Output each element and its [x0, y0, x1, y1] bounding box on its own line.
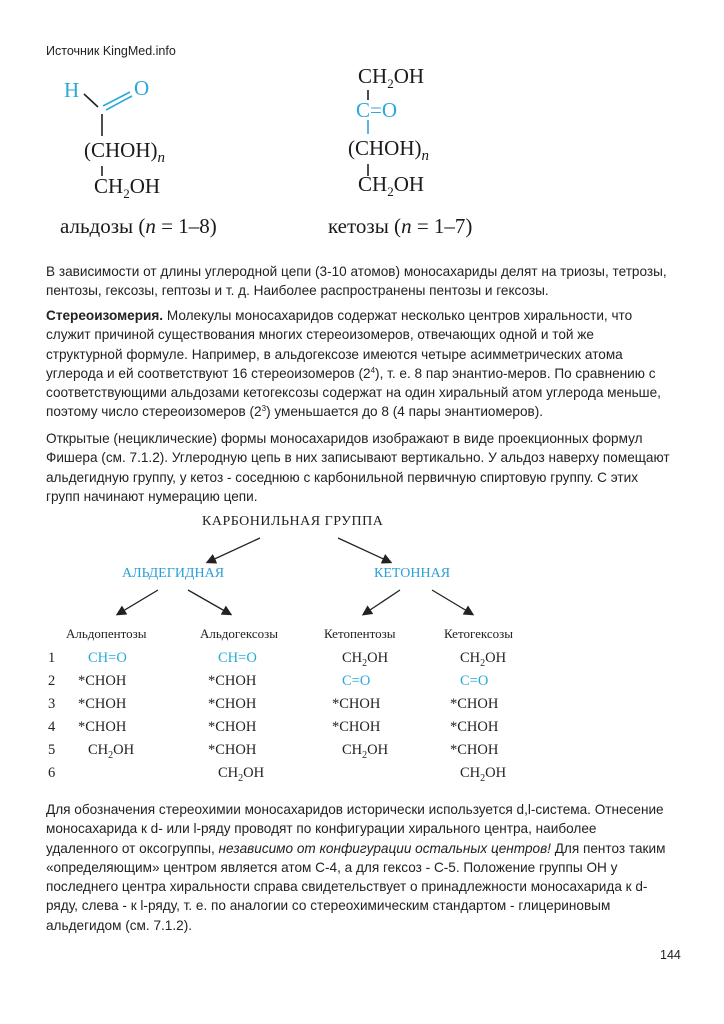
ketose-ch2oh: $CH_2OH$ — [358, 172, 425, 200]
ketohexose-chiral: *CHOH — [450, 719, 499, 735]
text-line: Молекулы моносахаридов содержат несколько центров хиральности, что — [163, 308, 633, 323]
carbonyl-scheme — [40, 510, 540, 790]
aldose-formula — [60, 72, 240, 242]
text-line: Для пентоз таким — [550, 840, 666, 856]
ketose-chain: $(CHOH)_n$ — [348, 136, 429, 164]
aldopentose-chiral: *CHOH — [78, 719, 127, 735]
row-number: 5 — [48, 742, 56, 758]
text-line: моносахарида к d- или l-ряду проводят по конфигурации хирального центра, наиболее — [46, 821, 597, 837]
stereoisomerism-heading: Стереоизомерия. — [46, 308, 164, 323]
text-line: ряду, слева - к l-ряду, т. е. по аналогии со стереохимическим стандартом - глицериновым — [46, 898, 611, 914]
ketopentose-ch2oh: $CH_2OH$ — [342, 742, 389, 761]
column-header-ketopentoses: Кетопентозы — [324, 626, 396, 641]
text-line: групп начинают нумерацию цепи. — [46, 488, 258, 504]
aldose-h-atom: H — [64, 78, 80, 102]
aldohexose-chiral: *CHOH — [208, 719, 257, 735]
superscript: 3 — [261, 404, 267, 414]
ketohexose-chiral: *CHOH — [450, 696, 499, 712]
emphasis-text: независимо от конфигурации остальных центров! — [218, 840, 551, 856]
aldose-caption: альдозы (n = 1–8) — [60, 214, 217, 238]
source-label: Источник KingMed.info — [46, 44, 176, 58]
aldohexose-chiral: *CHOH — [208, 696, 257, 712]
row-number: 6 — [48, 765, 56, 781]
ketopentose-chiral: *CHOH — [332, 696, 381, 712]
text-line: структурной формуле. Например, в альдогексозе имеются четыре асимметрических атома — [46, 346, 623, 362]
row-number: 1 — [48, 650, 56, 666]
aldehyde-label: АЛЬДЕГИДНАЯ — [122, 566, 225, 581]
text-line: Для обозначения стереохимии моносахаридов исторически используется d,l-система. Отнесение — [46, 802, 664, 817]
aldohexose-chiral: *CHOH — [208, 673, 257, 689]
column-header-aldohexoses: Альдогексозы — [200, 626, 278, 641]
text-line: удаленного от оксогруппы, — [46, 840, 219, 856]
aldopentose-carbonyl: CH=O — [88, 650, 127, 666]
ketohexose-carbonyl: C=O — [460, 673, 489, 689]
text-line: ) уменьшается до 8 (4 пары энантиомеров). — [266, 404, 544, 420]
aldose-o-atom: O — [134, 76, 150, 100]
ketopentose-ch2oh: $CH_2OH$ — [342, 650, 389, 669]
text-line: ), т. е. 8 пар энантио-меров. По сравнению с — [375, 365, 656, 381]
paragraph-fischer — [46, 429, 686, 506]
text-line: соответствующими альдозами кетогексозы содержат на один хиральный атом углерода меньше, — [46, 385, 661, 401]
ketopentose-carbonyl: C=O — [342, 673, 371, 689]
paragraph-carbon-chain — [46, 262, 686, 301]
text-line: пентозы, гексозы, гептозы и т. д. Наиболее распространены пентозы и гексозы. — [46, 283, 549, 299]
ketose-caption: кетозы (n = 1–7) — [328, 214, 473, 238]
row-number: 4 — [48, 719, 56, 735]
aldose-chain: $(CHOH)_n$ — [84, 138, 165, 166]
text-line: последнего центра хиральности справа свидетельствует о принадлежности моносахарида к d- — [46, 879, 648, 895]
aldopentose-chiral: *CHOH — [78, 696, 127, 712]
ketose-top-ch2oh: $CH_2OH$ — [358, 64, 425, 92]
text-line: альдегидную группу, у кетоз - соседнюю с карбонильной первичную спиртовую группу. С этих — [46, 469, 639, 485]
ketohexose-ch2oh: $CH_2OH$ — [460, 650, 507, 669]
text-line: поэтому число стереоизомеров (2 — [46, 404, 262, 420]
row-number: 3 — [48, 696, 56, 712]
text-line: Фишера (см. 7.1.2). Углеродную цепь в них записывают вертикально. У альдоз наверху помещают — [46, 450, 670, 466]
ketohexose-ch2oh: $CH_2OH$ — [460, 765, 507, 784]
ketose-carbonyl: C=O — [356, 98, 398, 122]
aldopentose-chiral: *CHOH — [78, 673, 127, 689]
page-number: 144 — [660, 948, 681, 962]
aldose-ch2oh: $CH_2OH$ — [94, 174, 161, 202]
ketopentose-chiral: *CHOH — [332, 719, 381, 735]
column-header-ketohexoses: Кетогексозы — [444, 626, 514, 641]
text-line: служит причиной существования многих стереоизомеров, отвечающих одной и той же — [46, 327, 594, 343]
aldohexose-chiral: *CHOH — [208, 742, 257, 758]
text-line: В зависимости от длины углеродной цепи (3-10 атомов) моносахариды делят на триозы, тетрозы, — [46, 264, 667, 279]
aldopentose-ch2oh: $CH_2OH$ — [88, 742, 135, 761]
text-line: «определяющим» центром является атом С-4, а для гексоз - С-5. Положение группы ОН у — [46, 859, 618, 875]
ketohexose-chiral: *CHOH — [450, 742, 499, 758]
ketone-label: КЕТОННАЯ — [374, 566, 451, 581]
text-line: Открытые (нециклические) формы моносахаридов изображают в виде проекционных формул — [46, 431, 643, 446]
paragraph-stereoisomerism — [46, 306, 686, 422]
row-number: 2 — [48, 673, 56, 689]
paragraph-dl-system — [46, 800, 686, 935]
ketose-formula — [328, 62, 518, 242]
aldohexose-carbonyl: CH=O — [218, 650, 257, 666]
scheme-title: КАРБОНИЛЬНАЯ ГРУППА — [202, 514, 384, 529]
aldohexose-ch2oh: $CH_2OH$ — [218, 765, 265, 784]
column-header-aldopentoses: Альдопентозы — [66, 626, 147, 641]
text-line: углерода и ей соответствуют 16 стереоизомеров (2 — [46, 365, 371, 381]
text-line: альдегидом (см. 7.1.2). — [46, 917, 192, 933]
superscript: 4 — [370, 365, 376, 375]
